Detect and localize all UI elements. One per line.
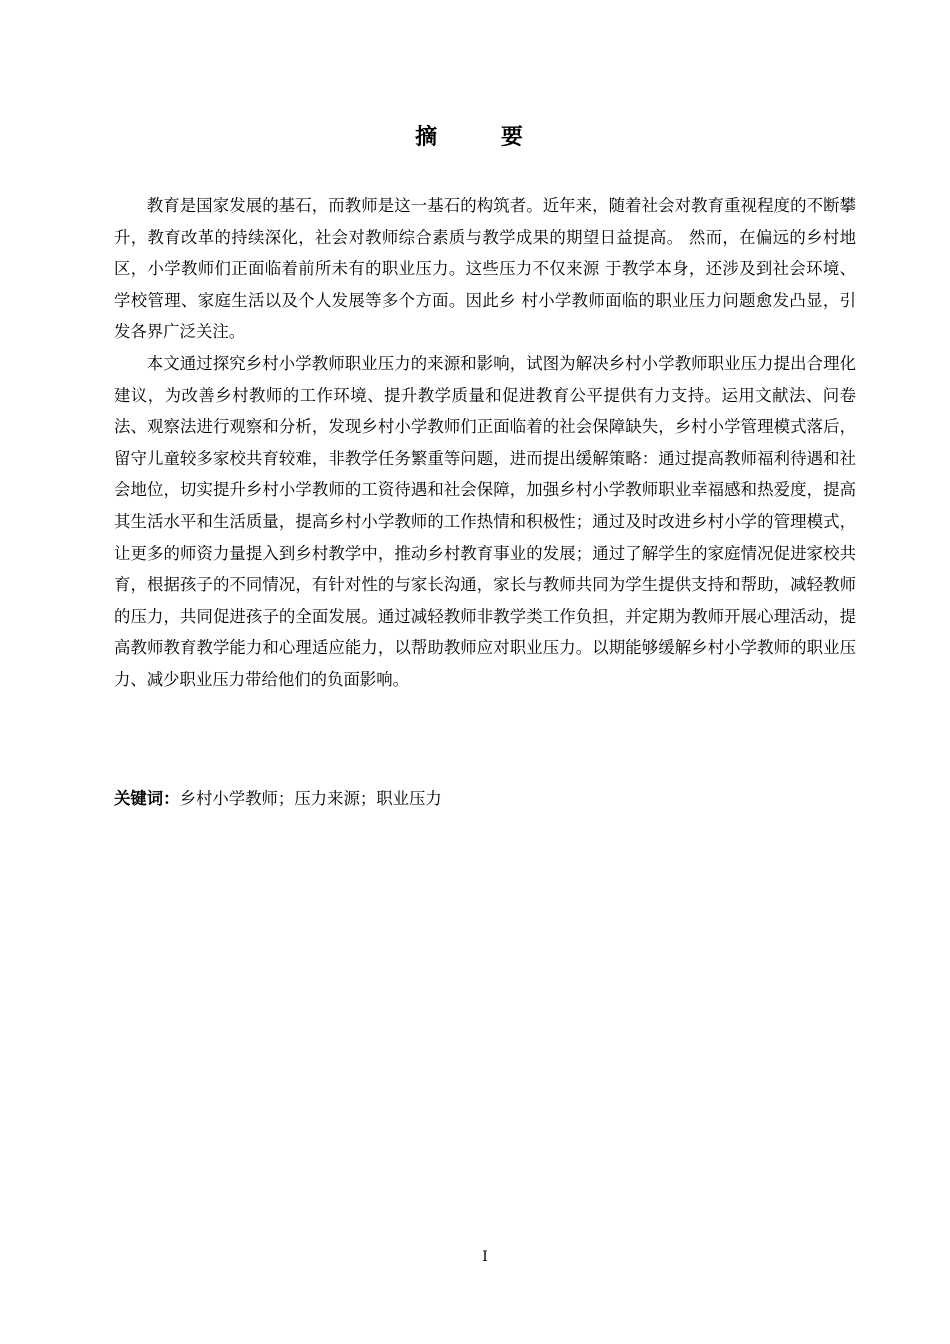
keywords-label: 关键词： (114, 789, 180, 808)
abstract-body (114, 190, 856, 696)
abstract-title: 摘 要 (415, 125, 551, 150)
keywords-value: 乡村小学教师；压力来源；职业压力 (179, 789, 442, 808)
page-number: I (482, 1249, 488, 1265)
keywords-line (114, 784, 856, 814)
abstract-paragraph-1: 教育是国家发展的基石，而教师是这一基石的构筑者。近年来，随着社会对教育重视程度的不断攀升，教育改革的持续深化，社会对教师综合素质与教学成果的期望日益提高。 然而，在偏远的乡村地区，小学教师们正面临着前所未有的职业压力。这些压力不仅来源 于教学本身，还涉及到社会环境、学校管理、家庭生活以及个人发展等多个方面。因此乡 村小学教师面临的职业压力问题愈发凸显，引发各界广泛关注。 (114, 196, 856, 342)
abstract-paragraph-2: 本文通过探究乡村小学教师职业压力的来源和影响，试图为解决乡村小学教师职业压力提出合理化建议，为改善乡村教师的工作环境、提升教学质量和促进教育公平提供有力支持。运用文献法、问卷法、观察法进行观察和分析，发现乡村小学教师们正面临着的社会保障缺失，乡村小学管理模式落后，留守儿童较多家校共育较难，非教学任务繁重等问题，进而提出缓解策略：通过提高教师福利待遇和社会地位，切实提升乡村小学教师的工资待遇和社会保障，加强乡村小学教师职业幸福感和热爱度，提高其生活水平和生活质量，提高乡村小学教师的工作热情和积极性；通过及时改进乡村小学的管理模式，让更多的师资力量提入到乡村教学中，推动乡村教育事业的发展；通过了解学生的家庭情况促进家校共育，根据孩子的不同情况，有针对性的与家长沟通，家长与教师共同为学生提供支持和帮助，减轻教师的压力，共同促进孩子的全面发展。通过减轻教师非教学类工作负担，并定期为教师开展心理活动，提高教师教育教学能力和心理适应能力，以帮助教师应对职业压力。以期能够缓解乡村小学教师的职业压力、减少职业压力带给他们的负面影响。 (114, 353, 856, 689)
